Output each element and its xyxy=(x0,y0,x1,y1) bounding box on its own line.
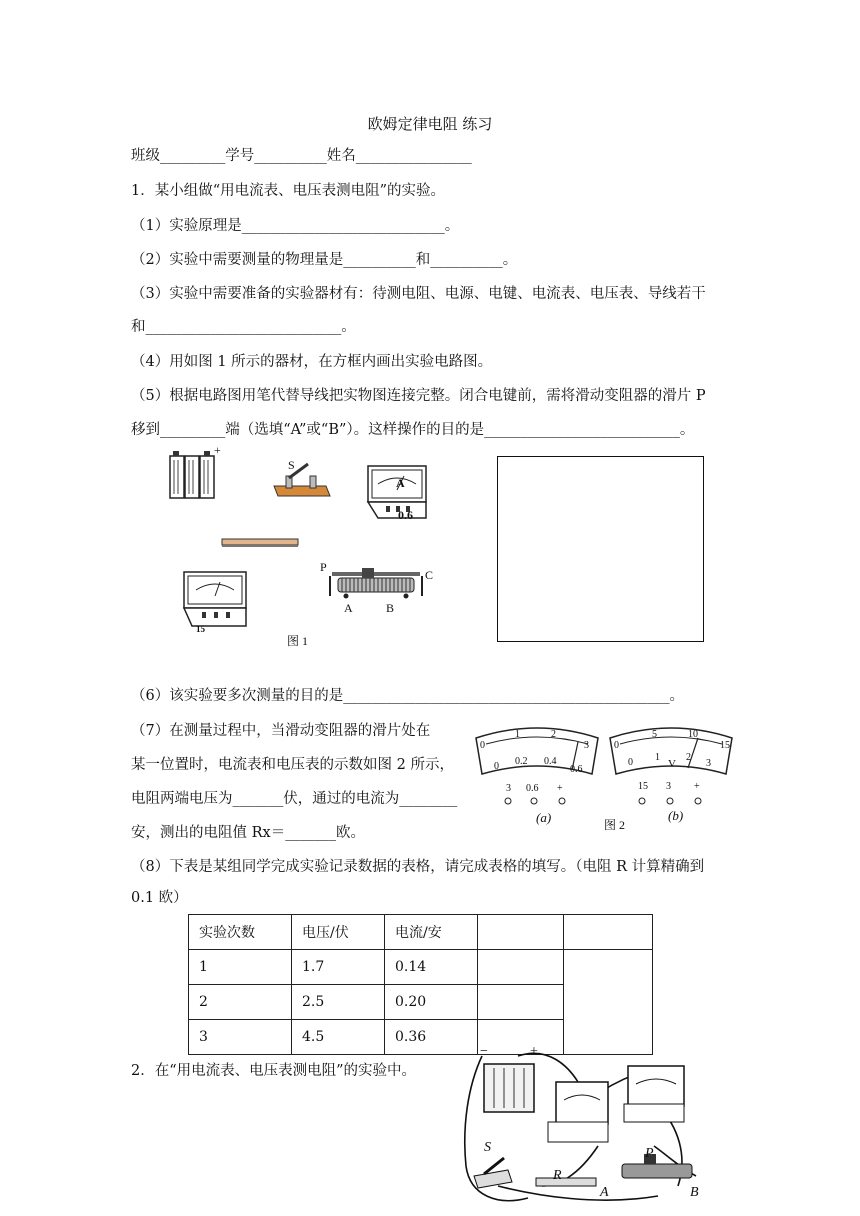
table-cell: 4.5 xyxy=(292,1020,385,1055)
rheostat-icon xyxy=(326,566,426,602)
a-terminal-3: 3 xyxy=(506,783,511,794)
page-title: 欧姆定律电阻 练习 xyxy=(367,115,493,133)
table-cell: 0.14 xyxy=(385,950,478,985)
a-bottom-tick-1: 0.2 xyxy=(515,756,528,767)
q1-part-8-line-1: （8）下表是某组同学完成实验记录数据的表格，请完成表格的填写。（电阻 R 计算精确到 xyxy=(131,859,705,875)
table-cell: 1.7 xyxy=(292,950,385,985)
table-row xyxy=(189,950,653,985)
q1-part-1: （1）实验原理是____________________________。 xyxy=(131,218,460,234)
ammeter-dial-a xyxy=(472,722,602,782)
q2-terminal-a-label: A xyxy=(600,1185,609,1200)
table-blank-cell[interactable] xyxy=(478,985,564,1020)
circuit-drawing-box[interactable] xyxy=(497,456,704,642)
q2-resistor-label: R xyxy=(553,1168,562,1183)
b-top-tick-0: 0 xyxy=(614,740,619,751)
resistor-bar-icon xyxy=(220,536,300,550)
a-bottom-tick-0: 0 xyxy=(494,761,499,772)
b-bottom-tick-1: 1 xyxy=(655,752,660,763)
table-header-cell: 实验次数 xyxy=(189,915,292,950)
b-bottom-tick-2: 2 xyxy=(686,752,691,763)
a-terminal-plus: + xyxy=(557,783,563,794)
voltmeter-unit-label: V xyxy=(668,758,676,770)
figure-2-caption: 图 2 xyxy=(604,818,626,832)
q1-part-7-line-2: 某一位置时，电流表和电压表的示数如图 2 所示， xyxy=(131,757,454,773)
table-header-cell: 电压/伏 xyxy=(292,915,385,950)
q1-part-4: （4）用如图 1 所示的器材，在方框内画出实验电路图。 xyxy=(131,354,493,370)
ammeter-terminals-icon xyxy=(500,796,580,806)
table-merged-blank-cell[interactable] xyxy=(564,950,653,1055)
question-1-stem: 1．某小组做“用电流表、电压表测电阻”的实验。 xyxy=(131,183,446,199)
switch-label: S xyxy=(288,458,295,472)
a-top-tick-0: 0 xyxy=(480,740,485,751)
voltmeter-icon xyxy=(180,568,250,630)
ammeter-letter: A xyxy=(396,476,405,490)
figure-2b-label: (b) xyxy=(668,808,684,823)
wired-circuit-icon xyxy=(458,1046,720,1216)
table-cell: 1 xyxy=(189,950,292,985)
q2-terminal-b-label: B xyxy=(690,1185,699,1200)
table-header-blank-cell[interactable] xyxy=(564,915,653,950)
table-cell: 2 xyxy=(189,985,292,1020)
voltmeter-dial-b xyxy=(606,722,736,782)
table-cell: 2.5 xyxy=(292,985,385,1020)
battery-plus-label: + xyxy=(214,443,221,457)
b-top-tick-15: 15 xyxy=(720,740,730,751)
q2-plus-label: + xyxy=(530,1044,538,1059)
a-top-tick-3: 3 xyxy=(584,740,589,751)
q2-minus-label: − xyxy=(480,1044,488,1059)
b-terminal-15: 15 xyxy=(638,781,648,792)
b-top-tick-10: 10 xyxy=(688,729,698,740)
a-top-tick-1: 1 xyxy=(515,729,520,740)
ammeter-range-label: 0.6 xyxy=(398,508,413,522)
q2-switch-label: S xyxy=(484,1140,491,1155)
rheostat-c-label: C xyxy=(425,568,434,582)
a-bottom-tick-3: 0.6 xyxy=(570,764,583,775)
q1-part-5-line-2: 移到_________端（选填“A”或“B”）。这样操作的目的是___________________________。 xyxy=(131,422,695,438)
q1-part-3-line-2: 和___________________________。 xyxy=(131,319,356,335)
question-2-stem: 2．在“用电流表、电压表测电阻”的实验中。 xyxy=(131,1063,417,1079)
b-bottom-tick-3: 3 xyxy=(706,758,711,769)
q1-part-5-line-1: （5）根据电路图用笔代替导线把实物图连接完整。闭合电键前，需将滑动变阻器的滑片 P xyxy=(131,388,706,404)
ammeter-icon xyxy=(364,462,430,524)
q1-part-3-line-1: （3）实验中需要准备的实验器材有：待测电阻、电源、电键、电流表、电压表、导线若干 xyxy=(131,286,706,302)
q1-part-7-line-1: （7）在测量过程中，当滑动变阻器的滑片处在 xyxy=(131,723,431,739)
table-header-cell[interactable]: 电流/安 xyxy=(385,915,478,950)
figure-2a-label: (a) xyxy=(536,810,552,825)
rheostat-a-label: A xyxy=(344,601,353,615)
rheostat-b-label: B xyxy=(386,601,395,615)
voltmeter-terminals-icon xyxy=(630,796,720,806)
a-terminal-0-6: 0.6 xyxy=(526,783,539,794)
q1-part-7-line-4: 安，测出的电阻值 Rx＝_______欧。 xyxy=(131,825,365,841)
table-blank-cell[interactable] xyxy=(478,950,564,985)
data-record-table xyxy=(188,914,653,1055)
q1-part-6: （6）该实验要多次测量的目的是_____________________________________________。 xyxy=(131,688,684,704)
q2-slider-p-label: P xyxy=(645,1146,654,1161)
voltmeter-range-label: 15 xyxy=(196,624,205,634)
table-cell: 0.36 xyxy=(385,1020,478,1055)
rheostat-p-label: P xyxy=(320,560,327,574)
figure-1-caption: 图 1 xyxy=(287,634,309,648)
table-header-row xyxy=(189,915,653,950)
table-cell: 0.20 xyxy=(385,985,478,1020)
q1-part-2: （2）实验中需要测量的物理量是__________和__________。 xyxy=(131,252,518,268)
table-header-blank-cell[interactable] xyxy=(478,915,564,950)
a-bottom-tick-2: 0.4 xyxy=(544,756,557,767)
q1-part-8-line-2: 0.1 欧） xyxy=(131,890,188,906)
q1-part-7-line-3: 电阻两端电压为_______伏，通过的电流为________ xyxy=(131,791,458,807)
student-info-line: 班级_________学号__________姓名________________ xyxy=(131,148,472,164)
table-cell: 3 xyxy=(189,1020,292,1055)
switch-icon xyxy=(270,460,334,500)
a-top-tick-2: 2 xyxy=(551,729,556,740)
b-terminal-3: 3 xyxy=(666,781,671,792)
b-bottom-tick-0: 0 xyxy=(628,757,633,768)
b-top-tick-5: 5 xyxy=(652,729,657,740)
b-terminal-plus: + xyxy=(694,781,700,792)
